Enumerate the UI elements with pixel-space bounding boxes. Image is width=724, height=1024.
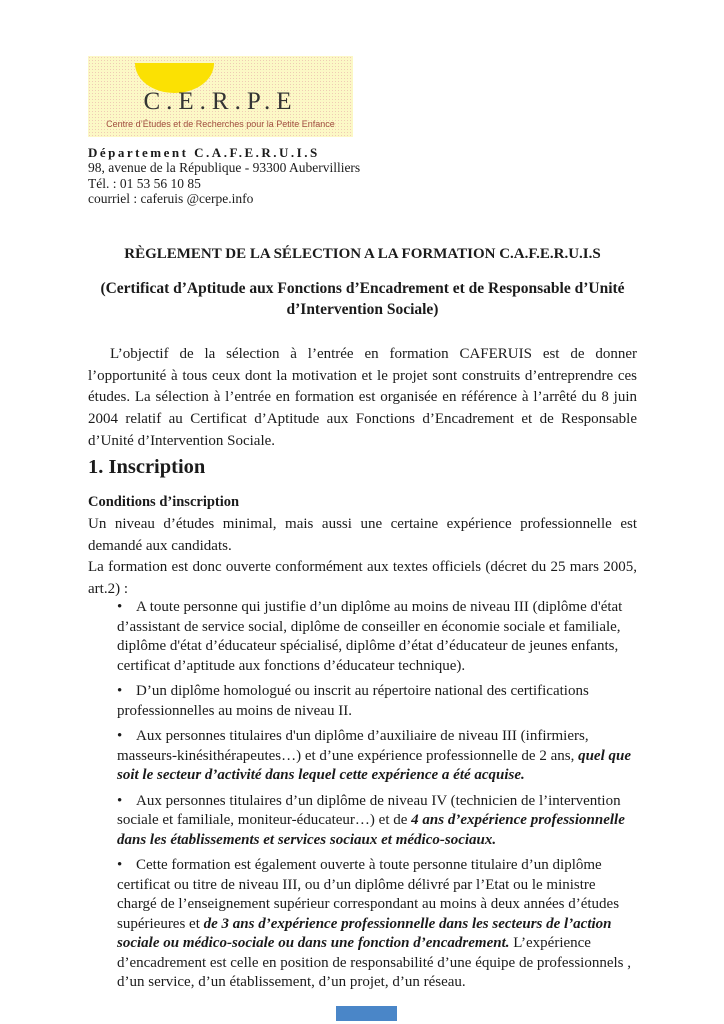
page-progress-bar bbox=[336, 1006, 397, 1021]
list-item bbox=[117, 727, 638, 786]
logo-tagline: Centre d’Études et de Recherches pour la Petite Enfance bbox=[106, 119, 335, 129]
eligibility-list bbox=[117, 598, 638, 999]
bullet-icon: • bbox=[117, 683, 123, 699]
section-heading-inscription: 1. Inscription bbox=[88, 456, 206, 478]
bullet-icon: • bbox=[117, 792, 123, 809]
bullet-icon: • bbox=[117, 599, 123, 615]
body-text: A toute personne qui justifie d’un diplôme au moins de niveau III (diplôme d'état d’assistant de service social, diplôme de conseiller en économie sociale et familiale, diplôme d'état d’éducateur spécialisé, diplôme d’état d’éducateur de jeunes enfants, certificat d’aptitude aux fonctions d’éducateur technique). bbox=[117, 599, 623, 674]
document-title: RÈGLEMENT DE LA SÉLECTION A LA FORMATION C.A.F.E.R.U.I.S bbox=[124, 246, 601, 262]
department-name: Département C.A.F.E.R.U.I.S bbox=[88, 145, 320, 160]
cerpe-logo bbox=[88, 56, 353, 137]
emphasized-text: 4 ans d’expérience professionnelle dans les établissements et services sociaux et médico-sociaux. bbox=[117, 812, 625, 848]
paragraph-niveau: Un niveau d’études minimal, mais aussi une certaine expérience professionnelle est demandé aux candidats. bbox=[88, 516, 637, 554]
email-line: courriel : caferuis @cerpe.info bbox=[88, 190, 254, 206]
emphasized-text: quel que soit le secteur d’activité dans lequel cette expérience a été acquise. bbox=[117, 747, 632, 783]
document-subtitle: (Certificat d’Aptitude aux Fonctions d’Encadrement et de Responsable d’Unité d’Intervention Sociale) bbox=[100, 280, 625, 318]
body-text: L’expérience d’encadrement est celle en position de responsabilité d’une équipe de professionnels , d’un service, d’un établissement, d’un projet, d’un réseau. bbox=[117, 935, 631, 990]
list-item bbox=[117, 856, 638, 993]
list-item bbox=[117, 598, 638, 676]
bullet-icon: • bbox=[117, 728, 123, 744]
contact-block bbox=[88, 145, 360, 206]
subheading-conditions: Conditions d’inscription bbox=[88, 494, 240, 510]
body-text: D’un diplôme homologué ou inscrit au répertoire national des certifications professionnelles au moins de niveau II. bbox=[117, 683, 589, 719]
intro-paragraph: L’objectif de la sélection à l’entrée en formation CAFERUIS est de donner l’opportunité à tous ceux dont la motivation et le projet sont construits d’entreprendre ces études. La sélection à l’entrée en formation est organisée en référence à l’arrêté du 8 juin 2004 relatif au Certificat d’Aptitude aux Fonctions d’Encadrement et de Responsable d’Unité d’Intervention Sociale. bbox=[88, 346, 637, 449]
bullet-icon: • bbox=[117, 857, 123, 873]
body-text: Cette formation est également ouverte à toute personne titulaire d’un diplôme certificat ou titre de niveau III, ou d’un diplôme délivré par l’Etat ou le ministre chargé de l’enseignement supérieur correspondant au moins à deux années d’études supérieures et bbox=[117, 857, 620, 932]
phone-line: Tél. : 01 53 56 10 85 bbox=[88, 175, 201, 191]
list-item bbox=[117, 682, 638, 721]
emphasized-text: de 3 ans d’expérience professionnelle dans les secteurs de l’action sociale ou médico-sociale ou dans une fonction d’encadrement. bbox=[117, 915, 612, 951]
list-item bbox=[117, 792, 638, 851]
body-text: Aux personnes titulaires d’un diplôme de niveau IV (technicien de l’intervention sociale et familiale, moniteur-éducateur…) et de bbox=[117, 792, 621, 828]
logo-name: C.E.R.P.E bbox=[143, 88, 298, 115]
paragraph-formation: La formation est donc ouverte conformément aux textes officiels (décret du 25 mars 2005, art.2) : bbox=[88, 559, 637, 597]
address-line: 98, avenue de la République - 93300 Aubervilliers bbox=[88, 160, 361, 176]
body-text: Aux personnes titulaires d'un diplôme d’auxiliaire de niveau III (infirmiers, masseurs-kinésithérapeutes…) et d’une expérience professionnelle de 2 ans, bbox=[117, 728, 589, 764]
